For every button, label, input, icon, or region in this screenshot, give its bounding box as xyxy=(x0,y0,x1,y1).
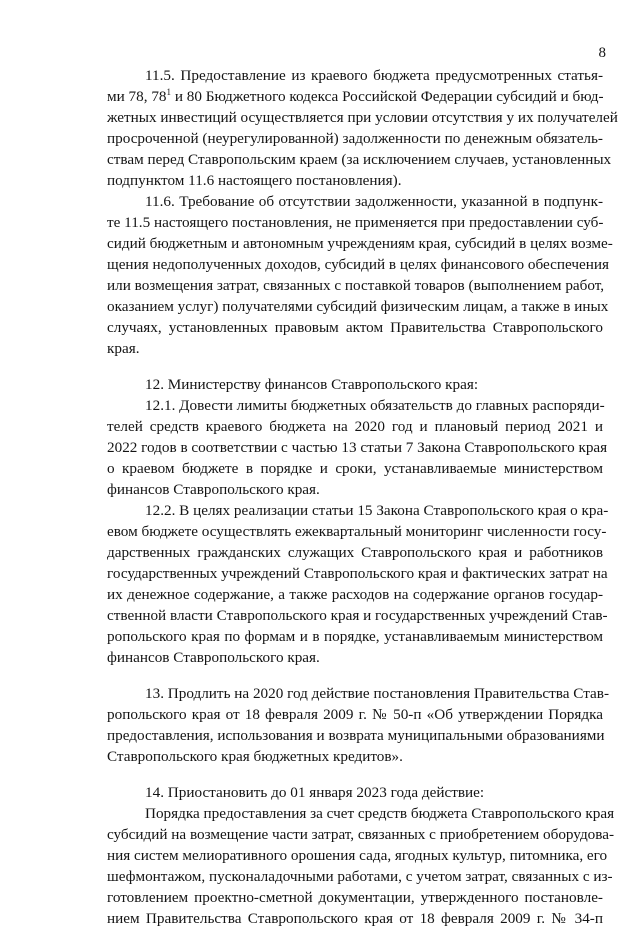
text-line: ропольского края по формам и в порядке, устанавливаемым министерством xyxy=(107,628,603,645)
text-line: жетных инвестиций осуществляется при условии отсутствия у их получателей xyxy=(107,109,618,126)
text-line: края. xyxy=(107,340,140,357)
text-line: 14. Приостановить до 01 января 2023 года действие: xyxy=(145,784,485,801)
text-line: Ставропольского края бюджетных кредитов». xyxy=(107,748,403,765)
text-line: 13. Продлить на 2020 год действие постановления Правительства Став- xyxy=(145,685,610,702)
text-line: государственных учреждений Ставропольского края и фактических затрат на xyxy=(107,565,608,582)
text-line: сидий бюджетным и автономным учреждениям края, субсидий в целях возме- xyxy=(107,235,613,252)
text-line: шефмонтажом, пусконаладочными работами, с учетом затрат, связанных с из- xyxy=(107,868,613,885)
text-line: подпунктом 11.6 настоящего постановления). xyxy=(107,172,402,189)
text-line: 11.6. Требование об отсутствии задолженности, указанной в подпунк- xyxy=(145,193,603,210)
text-line: ния систем мелиоративного орошения сада, ягодных культур, питомника, его xyxy=(107,847,608,864)
text-line: просроченной (неурегулированной) задолженности по денежным обязатель- xyxy=(107,130,603,147)
text-line: евом бюджете осуществлять ежеквартальный мониторинг численности госу- xyxy=(107,523,607,540)
text-line: 12.1. Довести лимиты бюджетных обязательств до главных распоряди- xyxy=(145,397,605,414)
text-line: ствам перед Ставропольским краем (за исключением случаев, установленных xyxy=(107,151,612,168)
text-line: Порядка предоставления за счет средств бюджета Ставропольского края xyxy=(145,805,615,822)
text-line: о краевом бюджете в порядке и сроки, устанавливаемые министерством xyxy=(107,460,603,477)
text-line: предоставления, использования и возврата муниципальными образованиями xyxy=(107,727,605,744)
text-line: их денежное содержание, а также расходов на содержание органов государ- xyxy=(107,586,603,603)
text-line: или возмещения затрат, связанных с поставкой товаров (выполнением работ, xyxy=(107,277,605,294)
text-line: дарственных гражданских служащих Ставропольского края и работников xyxy=(107,544,603,561)
text-line: ми 78, $78^1$ и 80 Бюджетного кодекса Российской Федерации субсидий и бюд- xyxy=(107,86,604,105)
text-line: ственной власти Ставропольского края и государственных учреждений Став- xyxy=(107,607,608,624)
text-line: телей средств краевого бюджета на 2020 год и плановый период 2021 и xyxy=(107,418,603,435)
text-line: финансов Ставропольского края. xyxy=(107,481,320,498)
text-line: нием Правительства Ставропольского края от 18 февраля 2009 г. № 34-п xyxy=(107,910,603,927)
text-line: 12. Министерству финансов Ставропольского края: xyxy=(145,376,479,393)
text-line: 11.5. Предоставление из краевого бюджета предусмотренных статья- xyxy=(145,67,603,84)
page-number: 8 xyxy=(598,45,606,61)
text-line: те 11.5 настоящего постановления, не применяется при предоставлении суб- xyxy=(107,214,604,231)
text-line: субсидий на возмещение части затрат, связанных с приобретением оборудова- xyxy=(107,826,615,843)
text-line: оказанием услуг) получателями субсидий физическим лицам, а также в иных xyxy=(107,298,609,315)
text-line: готовлением проектно-сметной документации, утвержденного постановле- xyxy=(107,889,603,906)
text-line: ропольского края от 18 февраля 2009 г. № 50-п «Об утверждении Порядка xyxy=(107,706,603,723)
text-line: 12.2. В целях реализации статьи 15 Закона Ставропольского края о кра- xyxy=(145,502,609,519)
text-line: финансов Ставропольского края. xyxy=(107,649,320,666)
text-line: случаях, установленных правовым актом Правительства Ставропольского xyxy=(107,319,603,336)
text-line: 2022 годов в соответствии с частью 13 статьи 7 Закона Ставропольского края xyxy=(107,439,608,456)
text-line: щения недополученных доходов, субсидий в целях финансового обеспечения xyxy=(107,256,609,273)
